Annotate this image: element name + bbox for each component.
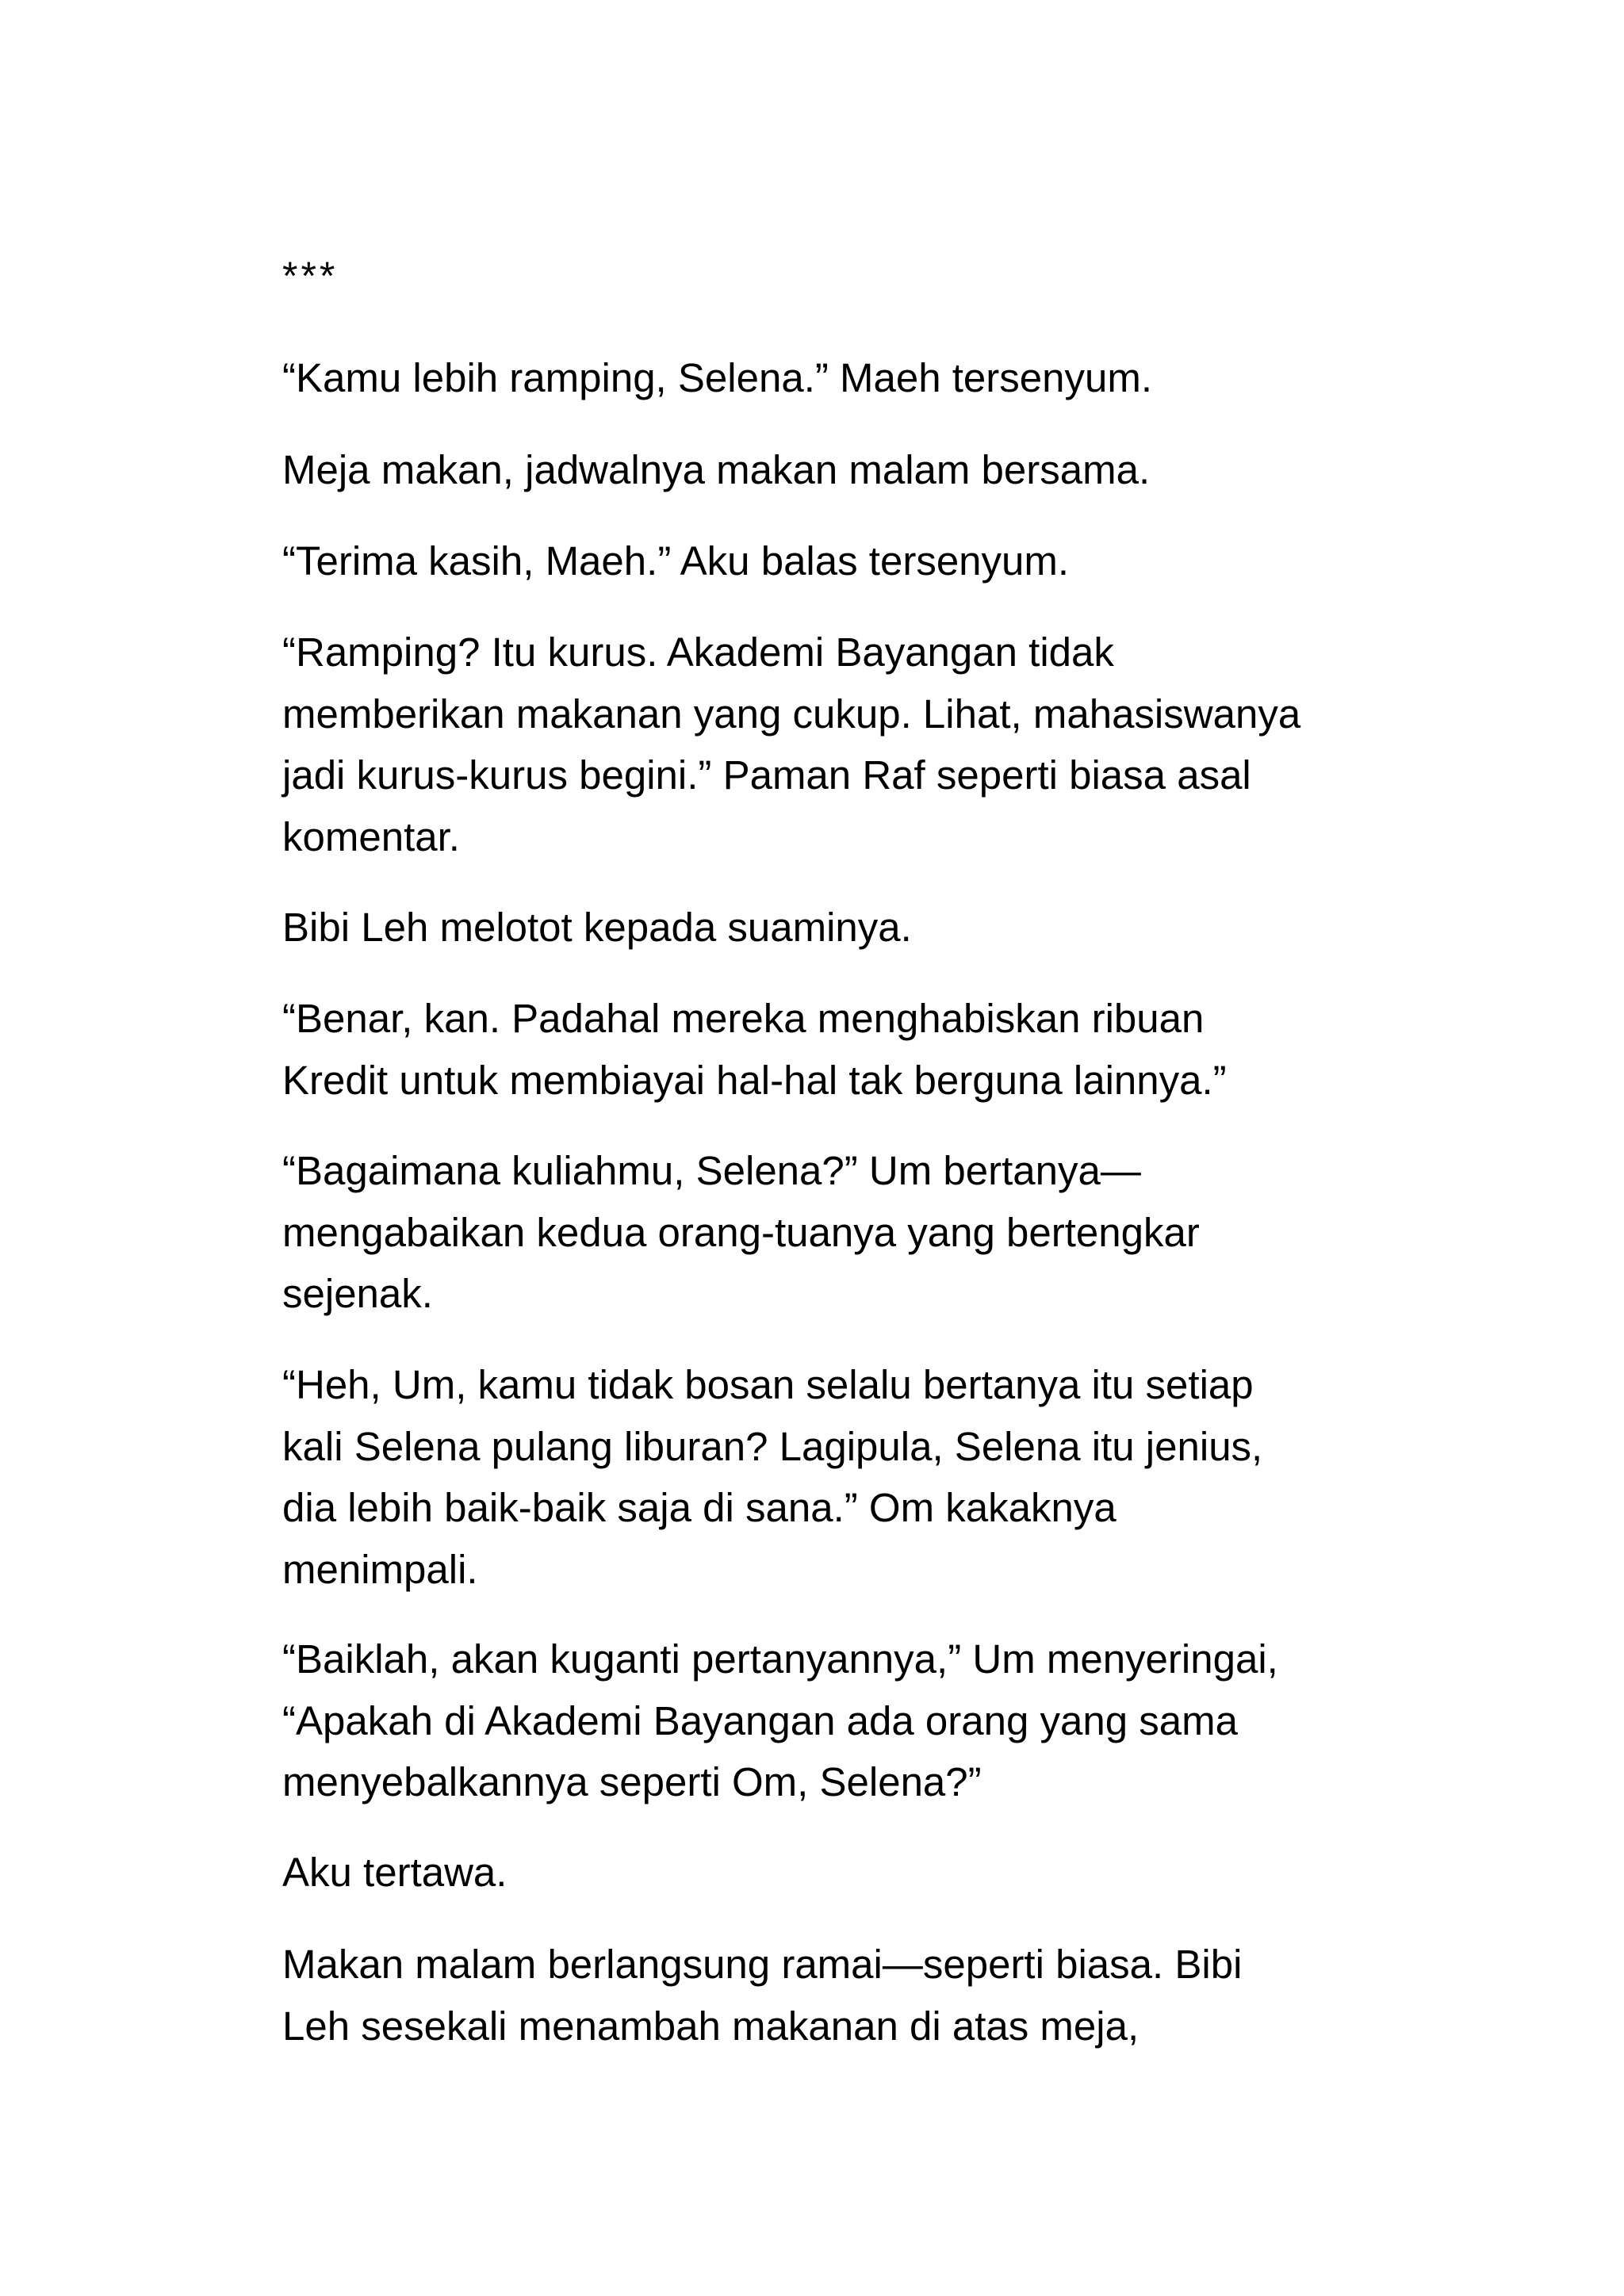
paragraph: “Kamu lebih ramping, Selena.” Maeh tersenyum. — [282, 355, 1153, 400]
paragraph: “Ramping? Itu kurus. Akademi Bayangan tidak memberikan makanan yang cukup. Lihat, mahasiswanya jadi kurus-kurus begini.” Paman Raf seperti biasa asal komentar. — [282, 629, 1301, 859]
paragraph: Meja makan, jadwalnya makan malam bersama. — [282, 447, 1151, 492]
paragraph: “Terima kasih, Maeh.” Aku balas tersenyum. — [282, 538, 1070, 584]
paragraph: “Benar, kan. Padahal mereka menghabiskan ribuan Kredit untuk membiayai hal-hal tak berguna lainnya.” — [282, 996, 1227, 1103]
paragraph: “Heh, Um, kamu tidak bosan selalu bertanya itu setiap kali Selena pulang liburan? Lagipula, Selena itu jenius, dia lebih baik-baik saja di sana.” Om kakaknya menimpali. — [282, 1362, 1263, 1592]
paragraph: “Bagaimana kuliahmu, Selena?” Um bertanya— mengabaikan kedua orang-tuanya yang bertengkar sejenak. — [282, 1148, 1200, 1316]
paragraph: Makan malam berlangsung ramai—seperti biasa. Bibi Leh sesekali menambah makanan di atas meja, — [282, 1942, 1243, 2049]
paragraph: “Baiklah, akan kuganti pertanyannya,” Um menyeringai, “Apakah di Akademi Bayangan ada orang yang sama menyebalkannya seperti Om, Selena?” — [282, 1636, 1278, 1804]
paragraph: Bibi Leh melotot kepada suaminya. — [282, 905, 912, 950]
scene-separator: *** — [282, 254, 339, 298]
paragraph: Aku tertawa. — [282, 1850, 508, 1895]
